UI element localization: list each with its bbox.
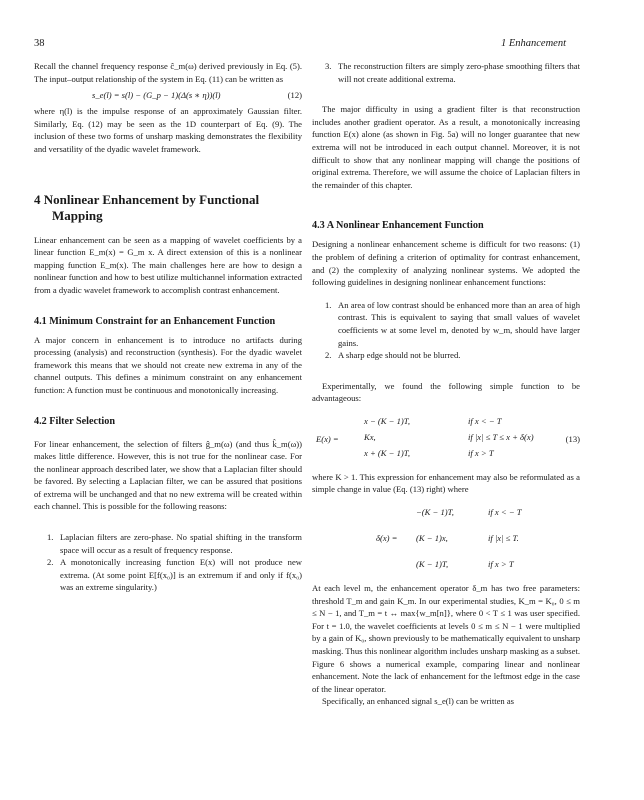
equation-12 [34, 85, 302, 105]
right-column [312, 60, 580, 708]
equation-delta [312, 506, 580, 572]
equation-case: Kx, [364, 431, 376, 442]
paragraph: Experimentally, we found the following simple function to be advantageous: [312, 380, 580, 404]
continued-list [312, 60, 580, 85]
list-text: The reconstruction filters are simply zero-phase smoothing filters that will not create additional extrema. [338, 61, 580, 84]
paragraph: where η(l) is the impulse response of an approximately Gaussian filter. Similarly, Eq. (12) may be seen as the 1D counterpart of Eq. (9). The inclusion of these two forms of unsharp masking demonstrates the flexibility and versatility of the dyadic wavelet framework. [34, 106, 302, 154]
equation-number: (12) [287, 90, 302, 101]
paragraph: The major difficulty in using a gradient filter is that reconstruction includes another gradient operator. As a result, a monotonically increasing function E(x) alone (as shown in Fig. 5a) will no longer guarantee that new extrema will not be introduced in each output channel. Moreover, it is not difficult to show that any nonlinear mapping will change the positions of original extrema. Therefore, we will assume the choice of Laplacian filters in the remainder of this chapter. [312, 104, 580, 190]
page-number: 38 [34, 38, 45, 49]
list-number: 2. [325, 350, 332, 361]
list-text: A monotonically increasing function E(x) will not produce new extrema. (At some point E[f(x₀)] is an extremum if and only if f(x₀) was an extreme singularity.) [60, 557, 302, 593]
equation-number: (13) [565, 433, 580, 444]
paragraph: At each level m, the enhancement operator δ_m has two free parameters: threshold T_m and gain K_m. In our experimental studies, K_m = K₀, 0 ≤ m ≤ N − 1, and T_m = t ↔ max{w_m[n]}, where 0 < T ≤ 1 was user specified. For t = 1.0, the wavelet coefficients at levels 0 ≤ m ≤ N − 1 were multiplied by a gain of K₀, shown previously to be mathematically equivalent to unsharp masking. Thus this nonlinear algorithm includes unsharp masking as a subset. Figure 6 shows a numerical example, comparing linear and nonlinear enhancement. Note the lack of enhancement for the leftmost edge in the case of the linear operator. [312, 583, 580, 694]
equation-condition: if x > T [468, 447, 494, 458]
paragraph: A major concern in enhancement is to introduce no artifacts during processing (analysis) and reconstruction (synthesis). For the dyadic wavelet framework this means that we should not create new extrema in any of the channel outputs. This defines a minimum constraint on any enhancement function: A function must be continuous and monotonically increasing. [34, 334, 302, 395]
list-item [34, 531, 302, 556]
section-heading-4: 4 Nonlinear Enhancement by Functional Mapping [34, 191, 260, 223]
list-number: 1. [47, 532, 54, 543]
equation-case: x + (K − 1)T, [364, 447, 411, 458]
paragraph: Specifically, an enhanced signal s_e(l) can be written as [322, 696, 515, 707]
guidelines-list [312, 299, 580, 362]
equation-condition: if x < − T [468, 415, 502, 426]
reasons-list [34, 531, 302, 594]
subsection-heading-4-3: 4.3 A Nonlinear Enhancement Function [312, 220, 484, 232]
equation-case: x − (K − 1)T, [364, 415, 411, 426]
equation-condition: if |x| ≤ T. [488, 533, 519, 544]
equation-13 [312, 415, 580, 465]
equation-body: s_e(l) = s(l) − (G_p − 1)(Δ(s ∗ η))(l) [92, 90, 221, 101]
list-number: 3. [325, 61, 332, 71]
equation-case: (K − 1)x, [416, 533, 448, 544]
list-number: 1. [325, 299, 332, 310]
equation-lhs: E(x) = [316, 433, 339, 444]
list-item [312, 299, 580, 349]
equation-case: (K − 1)T, [416, 559, 449, 570]
list-text: Laplacian filters are zero-phase. No spatial shifting in the transform space will occur as a result of frequency response. [60, 532, 302, 555]
list-text: An area of low contrast should be enhanced more than an area of high contrast. This is equivalent to saying that small values of wavelet coefficients w at some level m, denoted by w_m, should have larger gains. [338, 299, 580, 348]
subsection-heading-4-1: 4.1 Minimum Constraint for an Enhancement Function [34, 315, 276, 327]
paragraph: Designing a nonlinear enhancement scheme is difficult for two reasons: (1) the problem of defining a criterion of optimality for contrast enhancement, and (2) the complexity of analyzing nonlinear systems. We adopted the following guidelines in designing nonlinear enhancement functions: [312, 239, 580, 288]
equation-case: −(K − 1)T, [416, 507, 454, 518]
list-text: A sharp edge should not be blurred. [338, 350, 461, 361]
running-header: 1 Enhancement [500, 38, 566, 49]
list-item [34, 556, 302, 594]
paragraph: where K > 1. This expression for enhancement may also be reformulated as a simple change in value (Eq. (13) right) where [312, 471, 580, 495]
paragraph: Recall the channel frequency response ĉ_m(ω) derived previously in Eq. (5). The input–output relationship of the system in Eq. (11) can be written as [34, 61, 302, 84]
equation-condition: if |x| ≤ T ≤ x + δ(x) [468, 431, 534, 442]
paragraph: For linear enhancement, the selection of filters ĝ_m(ω) (and thus k̂_m(ω)) makes little difference. However, this is not true for the nonlinear case. For the nonlinear approach described later, we show that a Laplacian filter should be favored. By selecting a Laplacian filter, we can be assured that positions of extrema will be unchanged and that no new extrema will be created within each channel. This is possible for the following reasons: [34, 438, 302, 512]
subsection-heading-4-2: 4.2 Filter Selection [34, 415, 116, 427]
equation-lhs: δ(x) = [376, 533, 398, 544]
left-column [34, 60, 302, 594]
equation-condition: if x < − T [488, 507, 522, 518]
list-item [312, 60, 580, 85]
equation-condition: if x > T [488, 559, 514, 570]
paragraph: Linear enhancement can be seen as a mapping of wavelet coefficients by a linear function E_m(x) = G_m x. A direct extension of this is a nonlinear mapping function E_m(x). The main challenges here are how to design a nonlinear function and how to best utilize multichannel information extracted from a dyadic wavelet framework to accomplish contrast enhancement. [34, 234, 302, 295]
list-number: 2. [47, 557, 54, 568]
list-item [312, 349, 580, 362]
